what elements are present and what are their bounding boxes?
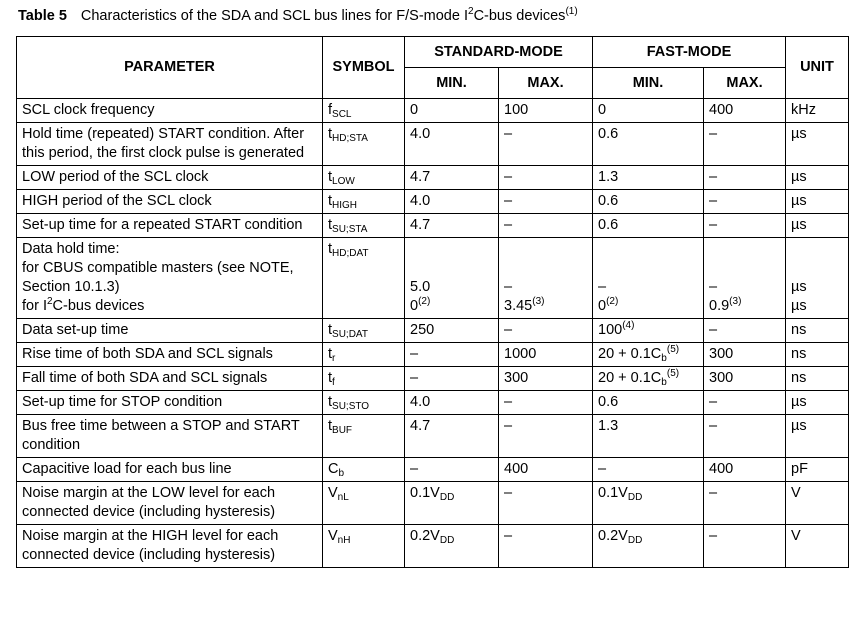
header-symbol: SYMBOL: [323, 37, 405, 99]
fast-min-cell: $20 + 0.1C_b^{(5)}$: [593, 343, 704, 367]
param-cell: Hold time (repeated) START condition. After this period, the first clock pulse is generated: [17, 123, 323, 166]
fast-min-cell: –: [593, 458, 704, 482]
fast-max-cell: –: [704, 415, 786, 458]
std-max-cell: –: [499, 190, 593, 214]
fast-max-cell: –: [704, 123, 786, 166]
std-max-cell: –: [499, 415, 593, 458]
fast-min-cell: 100$^{(4)}$: [593, 319, 704, 343]
fast-max-cell: –: [704, 319, 786, 343]
fast-max-cell: 400: [704, 458, 786, 482]
unit-cell: pF: [786, 458, 849, 482]
std-max-cell: 300: [499, 367, 593, 391]
std-max-cell: – 3.45$^{(3)}$: [499, 238, 593, 319]
unit-cell: ns: [786, 319, 849, 343]
fast-min-cell: 0.6: [593, 190, 704, 214]
table-row: [17, 367, 849, 391]
fast-max-cell: 300: [704, 367, 786, 391]
header-unit: UNIT: [786, 37, 849, 99]
unit-cell: µs: [786, 123, 849, 166]
std-max-cell: –: [499, 166, 593, 190]
fast-min-cell: 1.3: [593, 415, 704, 458]
fast-min-cell: 0.6: [593, 123, 704, 166]
table-row: [17, 238, 849, 319]
param-cell: Noise margin at the HIGH level for each connected device (including hysteresis): [17, 525, 323, 568]
fast-min-cell: $20 + 0.1C_b^{(5)}$: [593, 367, 704, 391]
fast-min-cell: 0.6: [593, 214, 704, 238]
characteristics-table: [16, 36, 849, 568]
std-min-cell: 4.0: [405, 123, 499, 166]
symbol-cell: $V_{nL}$: [323, 482, 405, 525]
fast-min-cell: $0.2V_{DD}$: [593, 525, 704, 568]
fast-max-cell: –: [704, 482, 786, 525]
param-cell: Data hold time: for CBUS compatible masters (see NOTE, Section 10.1.3) for $I^2C$-bus devices: [17, 238, 323, 319]
std-min-cell: $0.1V_{DD}$: [405, 482, 499, 525]
param-cell: Data set-up time: [17, 319, 323, 343]
std-min-cell: –: [405, 367, 499, 391]
fast-max-cell: –: [704, 190, 786, 214]
table-row: [17, 123, 849, 166]
std-min-cell: 250: [405, 319, 499, 343]
header-std-max: MAX.: [499, 68, 593, 99]
fast-max-cell: – 0.9$^{(3)}$: [704, 238, 786, 319]
std-max-cell: –: [499, 482, 593, 525]
fast-max-cell: 300: [704, 343, 786, 367]
std-min-cell: $0.2V_{DD}$: [405, 525, 499, 568]
header-fast-mode: FAST-MODE: [593, 37, 786, 68]
std-min-cell: 4.0: [405, 391, 499, 415]
symbol-cell: $t_r$: [323, 343, 405, 367]
std-min-cell: –: [405, 343, 499, 367]
fast-min-cell: $0.1V_{DD}$: [593, 482, 704, 525]
unit-cell: µs: [786, 166, 849, 190]
param-cell: HIGH period of the SCL clock: [17, 190, 323, 214]
symbol-cell: $t_{SU;STA}$: [323, 214, 405, 238]
caption-text-tail: C-bus devices: [473, 8, 566, 24]
header-parameter: PARAMETER: [17, 37, 323, 99]
fast-min-cell: – 0$^{(2)}$: [593, 238, 704, 319]
unit-cell: µs: [786, 190, 849, 214]
std-min-cell: 4.0: [405, 190, 499, 214]
table-row: [17, 214, 849, 238]
symbol-cell: $t_{SU;DAT}$: [323, 319, 405, 343]
unit-cell: ns: [786, 367, 849, 391]
table-row: [17, 343, 849, 367]
std-min-cell: –: [405, 458, 499, 482]
fast-max-cell: –: [704, 525, 786, 568]
std-max-cell: 1000: [499, 343, 593, 367]
table-row: [17, 391, 849, 415]
table-row: [17, 319, 849, 343]
std-max-cell: –: [499, 319, 593, 343]
table-row: [17, 166, 849, 190]
symbol-cell: $t_{LOW}$: [323, 166, 405, 190]
unit-cell: V: [786, 482, 849, 525]
caption-label: Table 5: [18, 8, 67, 24]
symbol-cell: $t_{BUF}$: [323, 415, 405, 458]
std-max-cell: –: [499, 391, 593, 415]
fast-min-cell: 0: [593, 99, 704, 123]
unit-cell: µs: [786, 214, 849, 238]
std-min-cell: 4.7: [405, 166, 499, 190]
fast-min-cell: 0.6: [593, 391, 704, 415]
fast-min-cell: 1.3: [593, 166, 704, 190]
param-cell: Capacitive load for each bus line: [17, 458, 323, 482]
table-row: [17, 458, 849, 482]
std-min-cell: 0: [405, 99, 499, 123]
std-max-cell: 400: [499, 458, 593, 482]
std-min-cell: 4.7: [405, 214, 499, 238]
caption-note-sup: (1): [565, 6, 578, 17]
unit-cell: µs: [786, 391, 849, 415]
std-max-cell: –: [499, 123, 593, 166]
std-min-cell: 4.7: [405, 415, 499, 458]
param-cell: Bus free time between a STOP and START condition: [17, 415, 323, 458]
header-fast-max: MAX.: [704, 68, 786, 99]
unit-cell: ns: [786, 343, 849, 367]
unit-cell: kHz: [786, 99, 849, 123]
param-cell: Fall time of both SDA and SCL signals: [17, 367, 323, 391]
table-row: [17, 99, 849, 123]
symbol-cell: $t_{HIGH}$: [323, 190, 405, 214]
symbol-cell: $C_b$: [323, 458, 405, 482]
table-row: [17, 415, 849, 458]
unit-cell: µs: [786, 415, 849, 458]
fast-max-cell: –: [704, 166, 786, 190]
caption-text: Characteristics of the SDA and SCL bus lines for F/S-mode I: [80, 8, 468, 24]
header-row-1: [17, 37, 849, 68]
param-cell: SCL clock frequency: [17, 99, 323, 123]
std-max-cell: –: [499, 214, 593, 238]
param-cell: Rise time of both SDA and SCL signals: [17, 343, 323, 367]
param-cell: Set-up time for a repeated START condition: [17, 214, 323, 238]
std-min-cell: 5.0 0$^{(2)}$: [405, 238, 499, 319]
param-cell: LOW period of the SCL clock: [17, 166, 323, 190]
header-std-min: MIN.: [405, 68, 499, 99]
symbol-cell: $V_{nH}$: [323, 525, 405, 568]
header-standard-mode: STANDARD-MODE: [405, 37, 593, 68]
symbol-cell: $f_{SCL}$: [323, 99, 405, 123]
param-cell: Noise margin at the LOW level for each connected device (including hysteresis): [17, 482, 323, 525]
fast-max-cell: –: [704, 214, 786, 238]
param-cell: Set-up time for STOP condition: [17, 391, 323, 415]
std-max-cell: –: [499, 525, 593, 568]
table-row: [17, 482, 849, 525]
caption-text-sup: 2: [468, 6, 474, 17]
std-max-cell: 100: [499, 99, 593, 123]
symbol-cell: $t_{SU;STO}$: [323, 391, 405, 415]
unit-cell: µs µs: [786, 238, 849, 319]
header-fast-min: MIN.: [593, 68, 704, 99]
table-row: [17, 190, 849, 214]
fast-max-cell: –: [704, 391, 786, 415]
fast-max-cell: 400: [704, 99, 786, 123]
symbol-cell: $t_{HD;STA}$: [323, 123, 405, 166]
table-caption: [18, 8, 578, 24]
symbol-cell: $t_f$: [323, 367, 405, 391]
symbol-cell: $t_{HD;DAT}$: [323, 238, 405, 319]
table-row: [17, 525, 849, 568]
unit-cell: V: [786, 525, 849, 568]
